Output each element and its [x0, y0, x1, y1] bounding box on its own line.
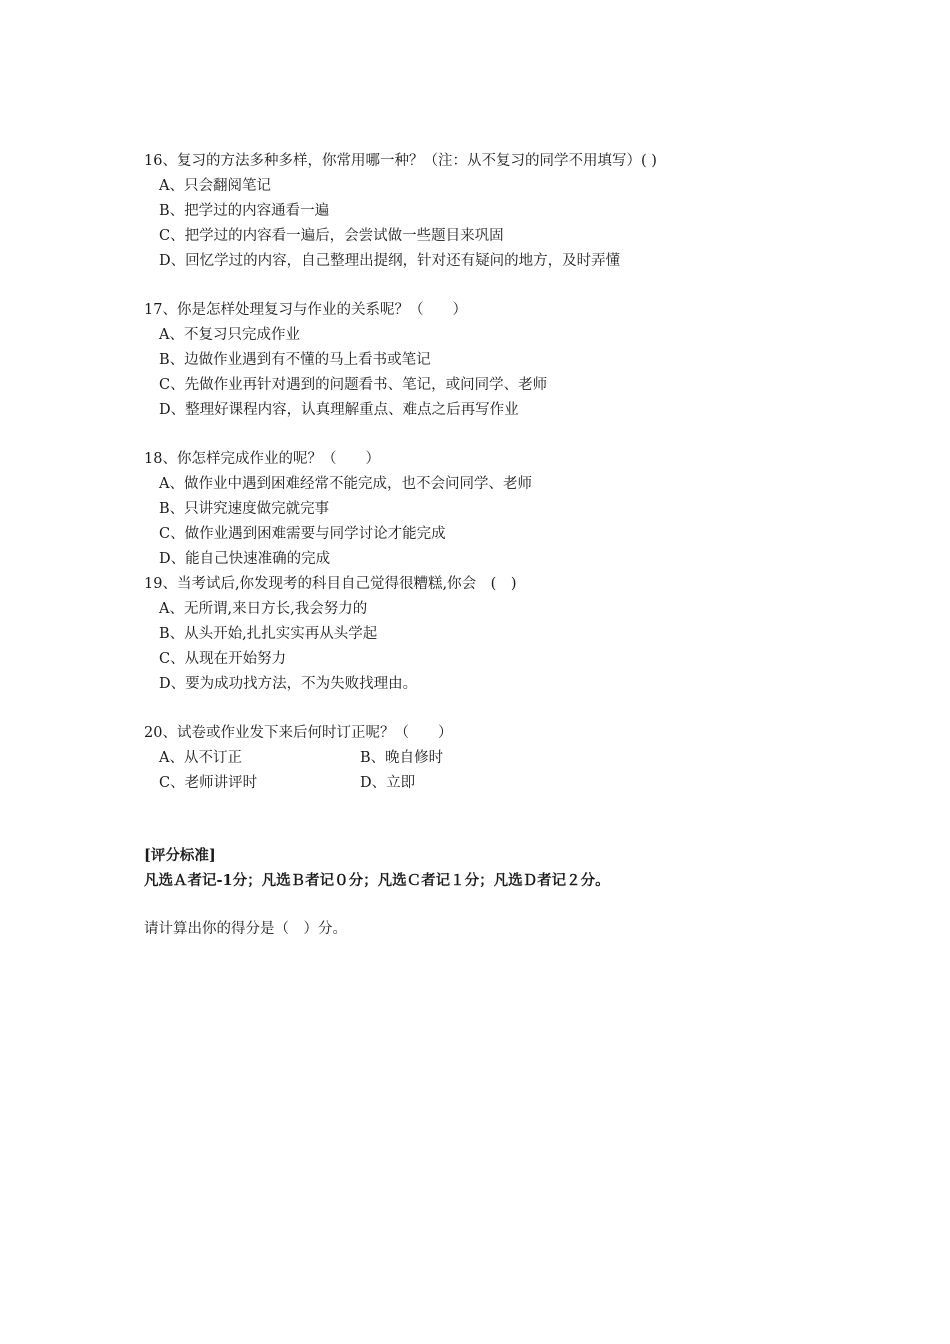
- question-title: 20、试卷或作业发下来后何时订正呢？（ ）: [144, 725, 453, 741]
- option-row: [144, 771, 864, 796]
- spacer: [144, 697, 864, 721]
- option-a: A、只会翻阅笔记: [159, 178, 271, 194]
- spacer: [144, 274, 864, 298]
- question-title: 18、你怎样完成作业的呢？（ ）: [144, 451, 380, 467]
- score-result-line: 请计算出你的得分是（ ）分。: [144, 921, 347, 937]
- option-a: A、从不订正: [159, 750, 242, 766]
- question-16: [144, 149, 864, 274]
- option-c: C、从现在开始努力: [159, 651, 287, 667]
- option-b: B、边做作业遇到有不懂的马上看书或笔记: [159, 352, 431, 368]
- option-row: [144, 746, 864, 771]
- option-a: A、不复习只完成作业: [159, 327, 300, 343]
- option-d: D、立即: [360, 775, 416, 791]
- option-b: B、晚自修时: [360, 750, 444, 766]
- question-title: 17、你是怎样处理复习与作业的关系呢？（ ）: [144, 302, 467, 318]
- option-c: C、做作业遇到困难需要与同学讨论才能完成: [159, 526, 446, 542]
- scoring-rule: 凡选Ａ者记-1分；凡选Ｂ者记０分；凡选Ｃ者记１分；凡选Ｄ者记２分。: [144, 872, 610, 889]
- question-18: [144, 447, 864, 572]
- option-b: B、从头开始,扎扎实实再从头学起: [159, 626, 378, 642]
- option-a: A、做作业中遇到困难经常不能完成，也不会问同学、老师: [159, 476, 532, 492]
- option-a: A、无所谓,来日方长,我会努力的: [159, 601, 368, 617]
- option-b: B、把学过的内容通看一遍: [159, 203, 330, 219]
- option-d: D、整理好课程内容，认真理解重点、难点之后再写作业: [159, 402, 519, 418]
- document-content: [144, 149, 864, 942]
- scoring-heading: [评分标准]: [144, 847, 216, 864]
- option-c: C、老师讲评时: [159, 775, 258, 791]
- option-d: D、要为成功找方法，不为失败找理由。: [159, 676, 418, 692]
- scoring-section: [144, 843, 864, 893]
- option-c: C、先做作业再针对遇到的问题看书、笔记，或问同学、老师: [159, 377, 548, 393]
- option-c: C、把学过的内容看一遍后，会尝试做一些题目来巩固: [159, 228, 504, 244]
- question-20: [144, 721, 864, 796]
- question-19: [144, 572, 864, 697]
- option-d: D、回忆学过的内容，自己整理出提纲，针对还有疑问的地方，及时弄懂: [159, 253, 621, 269]
- option-d: D、能自己快速准确的完成: [159, 551, 331, 567]
- question-title: 19、当考试后,你发现考的科目自己觉得很糟糕,你会 ( ): [144, 576, 517, 592]
- question-17: [144, 298, 864, 423]
- question-title: 16、复习的方法多种多样，你常用哪一种？（注：从不复习的同学不用填写）( ): [144, 153, 657, 169]
- spacer: [144, 423, 864, 447]
- option-b: B、只讲究速度做完就完事: [159, 501, 330, 517]
